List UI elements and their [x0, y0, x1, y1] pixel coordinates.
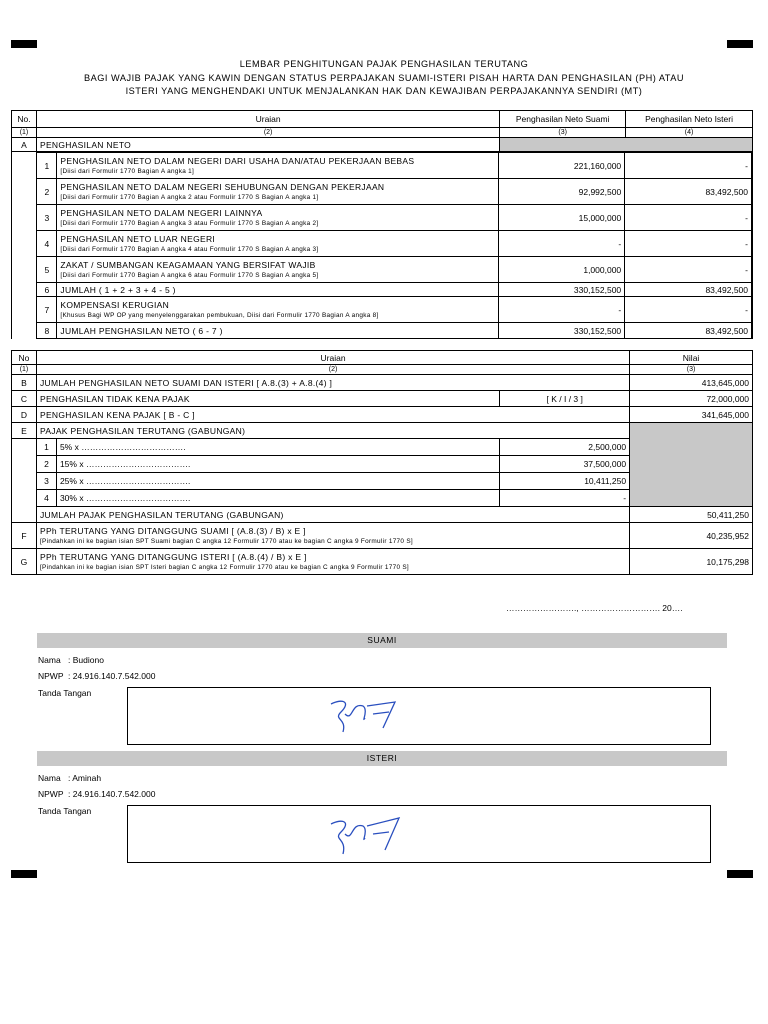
row-label: PENGHASILAN TIDAK KENA PAJAK	[36, 391, 499, 407]
row-value: 413,645,000	[630, 375, 753, 391]
table-row	[12, 205, 752, 231]
suami-nama	[38, 655, 104, 665]
registration-mark-bottom-left	[11, 870, 37, 878]
registration-mark-top-left	[11, 40, 37, 48]
row-label: PENGHASILAN NETO DALAM NEGERI SEHUBUNGAN DENGAN PEKERJAAN [Diisi dari Formulir 1770 Bagian A angka 2 atau Formulir 1770 S Bagian A angka 1]	[57, 179, 499, 205]
row-label: PPh TERUTANG YANG DITANGGUNG SUAMI [ (A.8.(3) / B) x E ] [Pindahkan ini ke bagian isian SPT Suami bagian C angka 12 Formulir 1770 atau ke bagian C angka 9 Formulir 1770 S]	[36, 523, 629, 549]
row-number: 5	[37, 257, 57, 283]
tarif-number: 3	[36, 473, 56, 490]
col-number: (1)	[12, 365, 37, 375]
row-letter: C	[12, 391, 37, 407]
row-letter: F	[12, 523, 37, 549]
pajak-table	[11, 350, 753, 575]
nama-value: : Aminah	[68, 773, 102, 783]
row-value: 40,235,952	[630, 523, 753, 549]
col-number: (4)	[626, 128, 753, 138]
neto-table	[11, 110, 753, 339]
header-no: No.	[12, 111, 37, 128]
table-row	[12, 407, 753, 423]
row-value: 10,175,298	[630, 549, 753, 575]
row-number: 4	[37, 231, 57, 257]
value-isteri: -	[625, 257, 752, 283]
col-number: (2)	[36, 128, 499, 138]
row-letter: D	[12, 407, 37, 423]
section-title: PENGHASILAN NETO	[36, 138, 499, 152]
row-label: JUMLAH ( 1 + 2 + 3 + 4 - 5 )	[57, 283, 499, 297]
page-title	[0, 58, 768, 99]
table-row	[12, 523, 753, 549]
isteri-signature-box	[127, 805, 711, 863]
row-value: 72,000,000	[630, 391, 753, 407]
shaded-cell	[500, 138, 753, 152]
col-number: (3)	[500, 128, 626, 138]
table-row	[12, 549, 753, 575]
value-suami: -	[499, 297, 625, 323]
row-label: JUMLAH PENGHASILAN NETO SUAMI DAN ISTERI [ A.8.(3) + A.8.(4) ]	[36, 375, 629, 391]
table-row	[12, 179, 752, 205]
value-suami: 330,152,500	[499, 323, 625, 339]
isteri-section-title: ISTERI	[37, 751, 727, 766]
value-suami: 15,000,000	[499, 205, 625, 231]
isteri-ttd-label: Tanda Tangan	[38, 806, 92, 816]
tarif-number: 2	[36, 456, 56, 473]
row-label: PENGHASILAN NETO DALAM NEGERI DARI USAHA DAN/ATAU PEKERJAAN BEBAS [Diisi dari Formulir 1770 Bagian A angka 1]	[57, 153, 499, 179]
ptkp-status-code: [ K / I / 3 ]	[500, 391, 630, 407]
value-isteri: -	[625, 231, 752, 257]
row-number: 7	[37, 297, 57, 323]
place-date-line: ……………………., ………………………. 20….	[506, 603, 683, 613]
row-number: 8	[37, 323, 57, 339]
registration-mark-top-right	[727, 40, 753, 48]
row-value: 341,645,000	[630, 407, 753, 423]
shaded-cell	[630, 423, 753, 507]
isteri-signature	[323, 810, 443, 862]
npwp-value: : 24.916.140.7.542.000	[68, 671, 156, 681]
value-isteri: 83,492,500	[625, 323, 752, 339]
table-row	[12, 323, 752, 339]
table-row	[12, 375, 753, 391]
tarif-label: 15% x ……………………………….	[56, 456, 499, 473]
col-number: (1)	[12, 128, 37, 138]
row-label: PENGHASILAN KENA PAJAK [ B - C ]	[36, 407, 629, 423]
tarif-number: 4	[36, 490, 56, 507]
col-number: (2)	[36, 365, 629, 375]
value-isteri: -	[625, 153, 752, 179]
table-row	[12, 391, 753, 407]
row-label: PENGHASILAN NETO LUAR NEGERI [Diisi dari Formulir 1770 Bagian A angka 4 atau Formulir 1770 S Bagian A angka 3]	[57, 231, 499, 257]
tarif-label: 30% x ……………………………….	[56, 490, 499, 507]
table-row	[12, 231, 752, 257]
table-row	[12, 257, 752, 283]
table-row	[12, 507, 753, 523]
suami-signature-box	[127, 687, 711, 745]
row-number: 2	[37, 179, 57, 205]
tarif-label: 25% x ……………………………….	[56, 473, 499, 490]
npwp-label: NPWP	[38, 671, 64, 681]
value-suami: 1,000,000	[499, 257, 625, 283]
row-letter: E	[12, 423, 37, 439]
row-label: PAJAK PENGHASILAN TERUTANG (GABUNGAN)	[36, 423, 629, 439]
tarif-value: 37,500,000	[500, 456, 630, 473]
header-uraian: Uraian	[36, 351, 629, 365]
value-isteri: 83,492,500	[625, 283, 752, 297]
row-number: 3	[37, 205, 57, 231]
row-label: PPh TERUTANG YANG DITANGGUNG ISTERI [ (A.8.(4) / B) x E ] [Pindahkan ini ke bagian isian SPT Isteri bagian C angka 12 Formulir 1770 atau ke bagian C angka 9 Formulir 1770 S]	[36, 549, 629, 575]
row-value: 50,411,250	[630, 507, 753, 523]
registration-mark-bottom-right	[727, 870, 753, 878]
suami-signature	[323, 692, 443, 742]
value-isteri: -	[625, 205, 752, 231]
row-label: ZAKAT / SUMBANGAN KEAGAMAAN YANG BERSIFAT WAJIB [Diisi dari Formulir 1770 Bagian A angka 6 atau Formulir 1770 S Bagian A angka 5]	[57, 257, 499, 283]
neto-subtable	[12, 152, 752, 339]
row-letter: B	[12, 375, 37, 391]
table-row	[12, 283, 752, 297]
header-no: No	[12, 351, 37, 365]
tarif-label: 5% x ……………………………….	[56, 439, 499, 456]
row-number: 1	[37, 153, 57, 179]
tarif-value: 2,500,000	[500, 439, 630, 456]
row-label: JUMLAH PENGHASILAN NETO ( 6 - 7 )	[57, 323, 499, 339]
value-isteri: 83,492,500	[625, 179, 752, 205]
row-label: KOMPENSASI KERUGIAN [Khusus Bagi WP OP yang menyelenggarakan pembukuan, Diisi dari Formulir 1770 Bagian A angka 8]	[57, 297, 499, 323]
value-suami: 92,992,500	[499, 179, 625, 205]
tarif-value: 10,411,250	[500, 473, 630, 490]
tarif-number: 1	[36, 439, 56, 456]
value-isteri: -	[625, 297, 752, 323]
title-line-2: BAGI WAJIB PAJAK YANG KAWIN DENGAN STATUS PERPAJAKAN SUAMI-ISTERI PISAH HARTA DAN PENGHASILAN (PH) ATAU	[84, 72, 684, 83]
header-uraian: Uraian	[36, 111, 499, 128]
table-row	[12, 297, 752, 323]
isteri-nama	[38, 773, 101, 783]
nama-value: : Budiono	[68, 655, 104, 665]
tarif-value: -	[500, 490, 630, 507]
row-label: PENGHASILAN NETO DALAM NEGERI LAINNYA [Diisi dari Formulir 1770 Bagian A angka 3 atau Formulir 1770 S Bagian A angka 2]	[57, 205, 499, 231]
value-suami: 221,160,000	[499, 153, 625, 179]
nama-label: Nama	[38, 655, 61, 665]
title-line-1: LEMBAR PENGHITUNGAN PAJAK PENGHASILAN TERUTANG	[239, 59, 529, 69]
value-suami: -	[499, 231, 625, 257]
suami-ttd-label: Tanda Tangan	[38, 688, 92, 698]
nama-label: Nama	[38, 773, 61, 783]
header-nilai: Nilai	[630, 351, 753, 365]
col-number: (3)	[630, 365, 753, 375]
title-line-3: ISTERI YANG MENGHENDAKI UNTUK MENJALANKAN HAK DAN KEWAJIBAN PERPAJAKANNYA SENDIRI (MT)	[125, 86, 643, 96]
header-neto-suami: Penghasilan Neto Suami	[500, 111, 626, 128]
suami-section-title: SUAMI	[37, 633, 727, 648]
row-letter: G	[12, 549, 37, 575]
isteri-npwp	[38, 789, 155, 799]
row-label: JUMLAH PAJAK PENGHASILAN TERUTANG (GABUNGAN)	[36, 507, 629, 523]
npwp-value: : 24.916.140.7.542.000	[68, 789, 156, 799]
npwp-label: NPWP	[38, 789, 64, 799]
row-number: 6	[37, 283, 57, 297]
suami-npwp	[38, 671, 155, 681]
table-row	[12, 153, 752, 179]
table-row	[12, 423, 753, 439]
value-suami: 330,152,500	[499, 283, 625, 297]
section-letter: A	[12, 138, 37, 152]
header-neto-isteri: Penghasilan Neto Isteri	[626, 111, 753, 128]
